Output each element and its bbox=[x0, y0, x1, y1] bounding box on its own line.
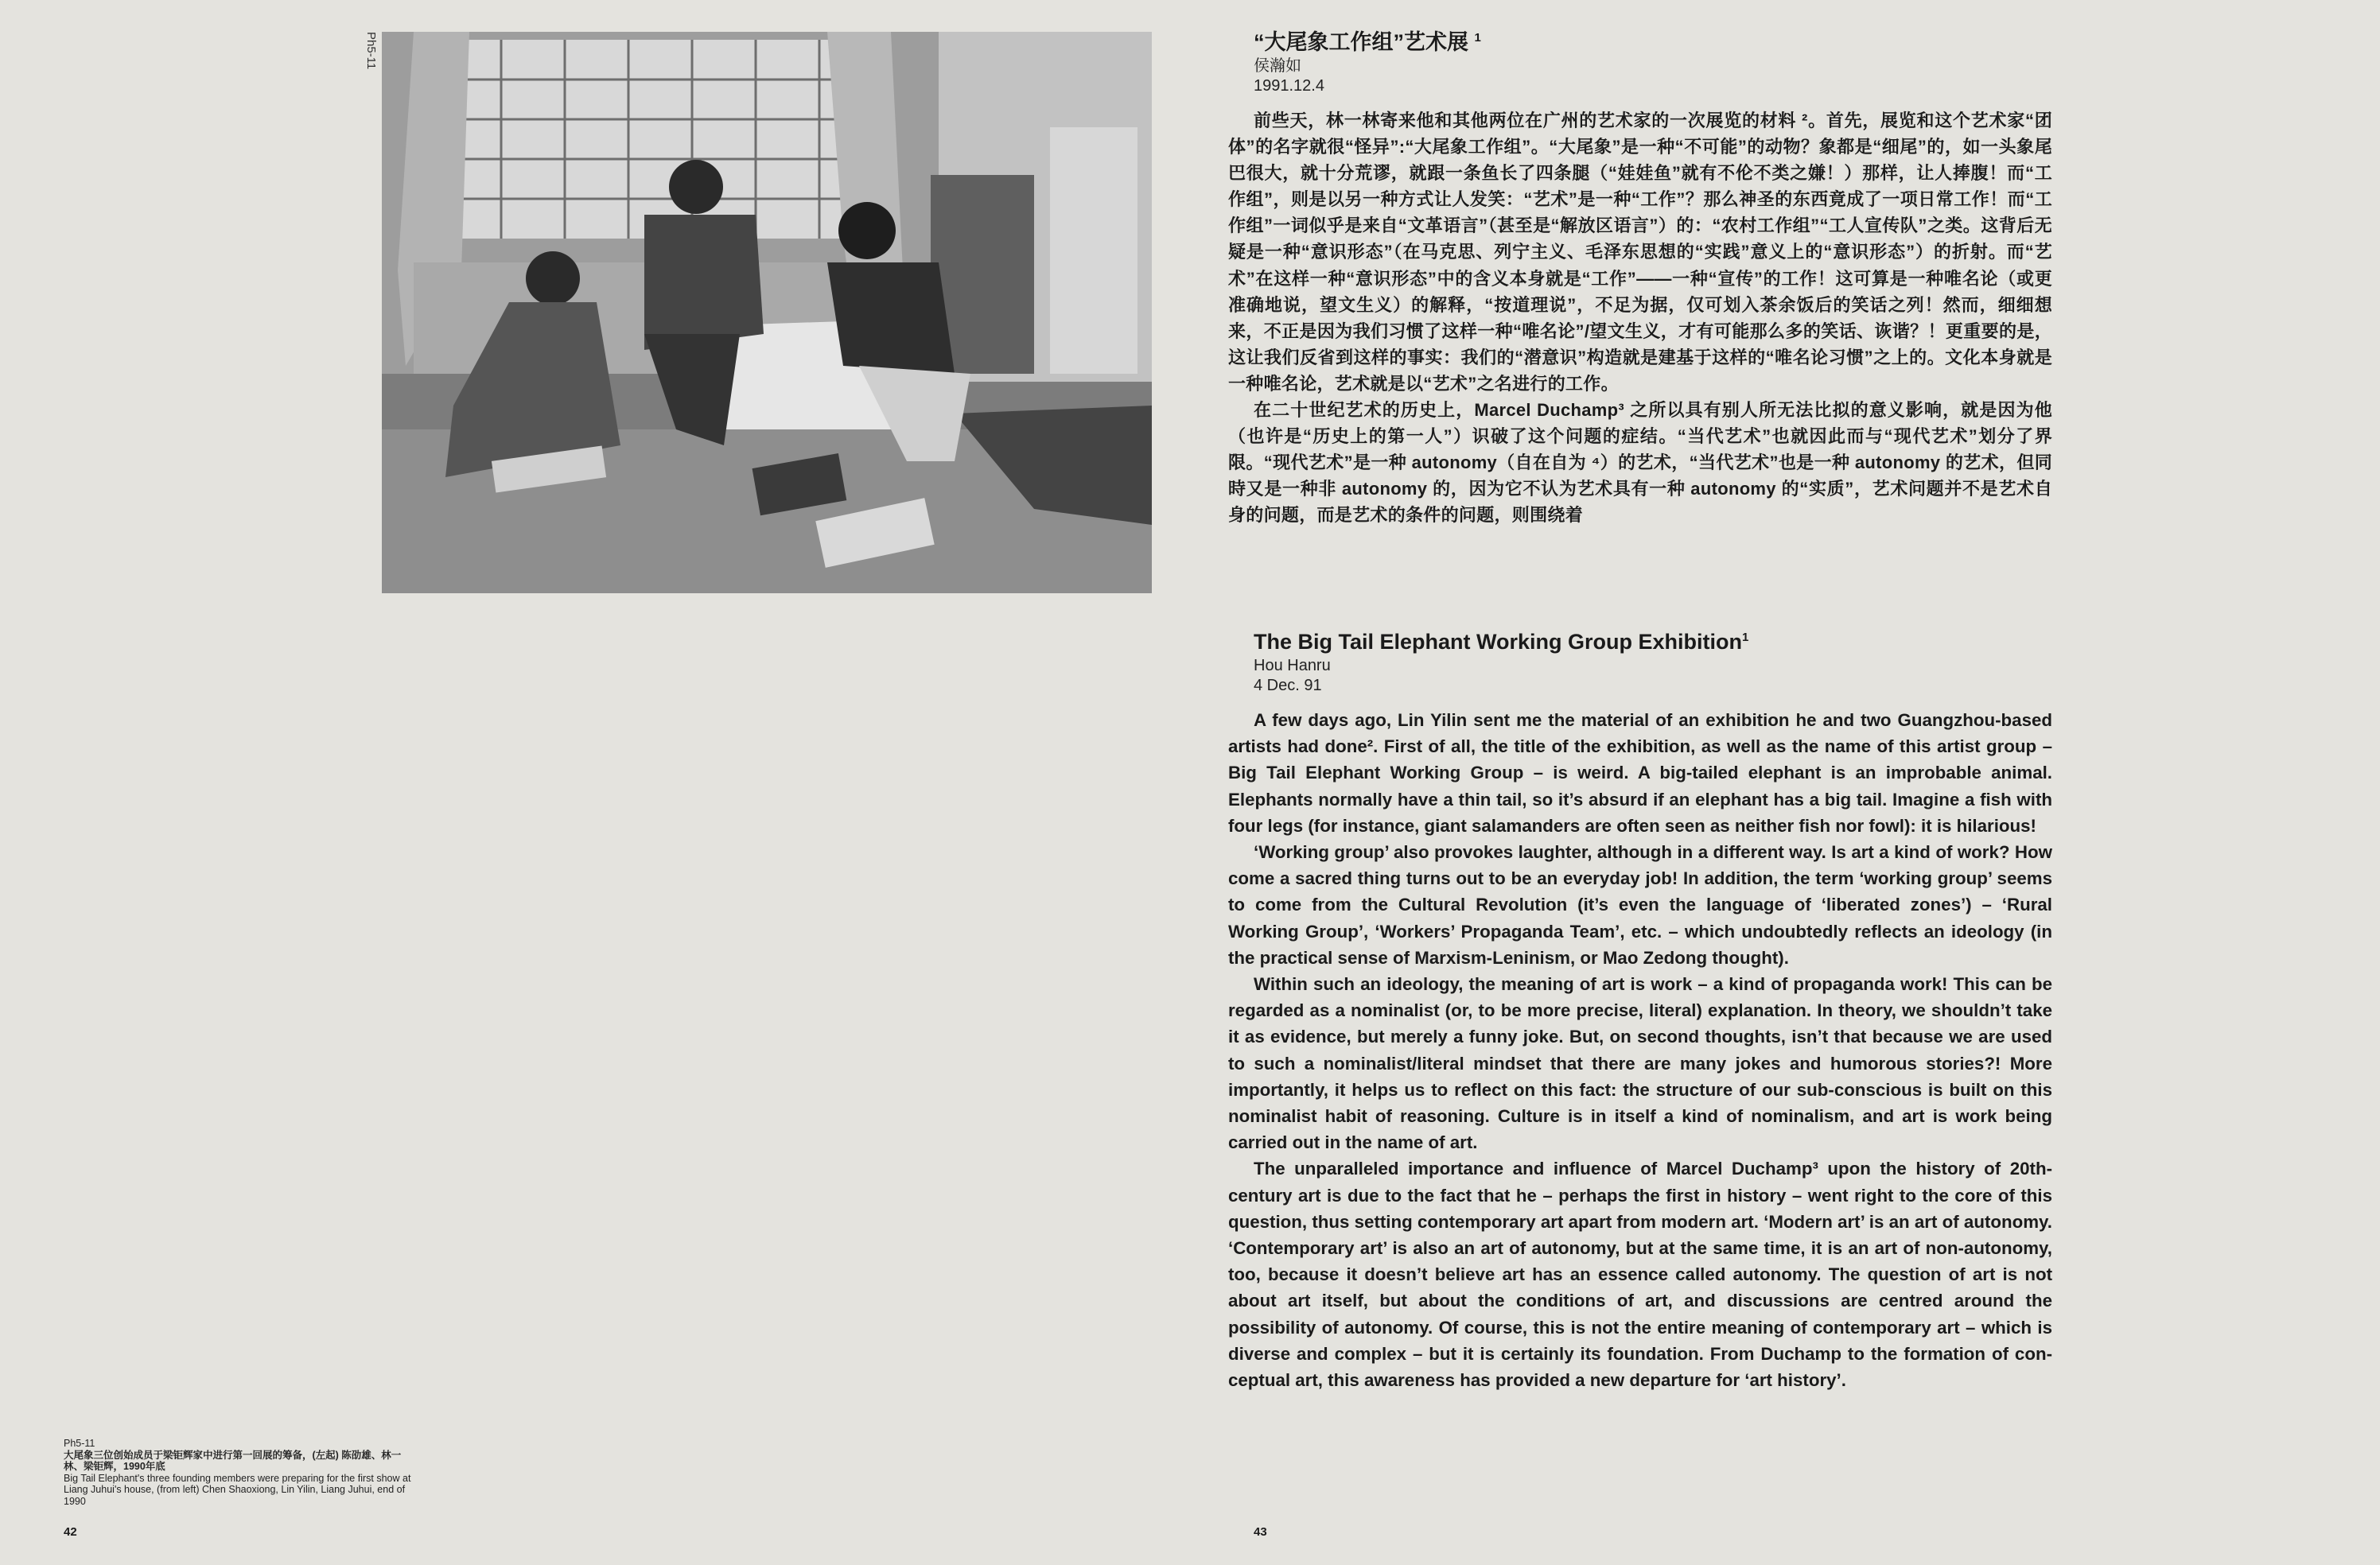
zh-article bbox=[1228, 24, 2052, 529]
en-body bbox=[1228, 707, 2052, 1393]
en-title-note: 1 bbox=[1742, 631, 1749, 644]
zh-author: 侯瀚如 bbox=[1254, 57, 1301, 75]
caption-id: Ph5-11 bbox=[64, 1438, 95, 1449]
en-paragraph: The unparalleled importance and influence of Marcel Duchamp³ upon the history of 20th-century art is due to the fact that he – perhaps the first in history – went right to the core of this question, thus setting contemporary art apart from modern art. ‘Modern art’ is an art of autonomy. ‘Contemporary art’ is also an art of autonomy, but at the same time, it is an art of non-autonomy, too, because it doesn’t believe art has an essence called autonomy. The question of art is not about art itself, but about the conditions of art, and discussions are centred around the possibility of autonomy. Of course, this is not the entire meaning of contemporary art – which is diverse and complex – but it is certainly its foundation. From Duchamp to the formation of conceptual art, this awareness has provided a new departure for ‘art history’. bbox=[1228, 1159, 2052, 1391]
caption-en: Big Tail Elephant's three founding members were preparing for the first show at Liang Juhui's house, (from left) Chen Shaoxiong, Lin Yilin, Liang Juhui, end of 1990 bbox=[64, 1472, 411, 1507]
page-number-left: 42 bbox=[64, 1525, 77, 1539]
photo-caption bbox=[64, 1438, 414, 1507]
en-date: 4 Dec. 91 bbox=[1254, 677, 1322, 694]
page-number-right: 43 bbox=[1254, 1525, 1267, 1539]
caption-zh: 大尾象三位创始成员于梁钜辉家中进行第一回展的筹备，(左起) 陈劭雄、林一林、梁钜辉，1990年底 bbox=[64, 1449, 402, 1472]
zh-title-note: 1 bbox=[1474, 31, 1481, 45]
zh-paragraph: 在二十世纪艺术的历史上，Marcel Duchamp³ 之所以具有别人所无法比拟的意义影响，就是因为他（也许是“历史上的第一人”）识破了这个问题的症结。“当代艺术”也就因此而与“现代艺术”划分了界限。“现代艺术”是一种 autonomy（自在自为 ⁴）的艺术，“当代艺术”也是一种 autonomy 的艺术，但同時又是一种非 autonomy 的，因为它不认为艺术具有一种 autonomy 的“实质”，艺术问题并不是艺术自身的问题，而是艺术的条件的问题，则围绕着 bbox=[1228, 400, 2052, 526]
photo-illustration bbox=[382, 32, 1152, 593]
en-article-title: The Big Tail Elephant Working Group Exhibition$^1$ bbox=[1254, 630, 1749, 654]
en-paragraph: Within such an ideology, the meaning of art is work – a kind of propaganda work! This can be regarded as a nominalist (or, to be more precise, literal) explanation. In theory, we shouldn’t take it as evidence, but merely a funny joke. But, on second thoughts, isn’t that because we are used to such a nominalist/literal mindset that there are many jokes and humorous stories?! More importantly, it helps us to reflect on this fact: the structure of our sub-conscious is built on this nominalist habit of reasoning. Culture is in itself a kind of nominalism, and art is work being carried out in the name of art. bbox=[1228, 974, 2052, 1153]
en-author: Hou Hanru bbox=[1254, 657, 1331, 674]
zh-article-title: “大尾象工作组”艺术展 $^1$ bbox=[1254, 30, 1481, 54]
archival-photo bbox=[382, 32, 1152, 593]
zh-body bbox=[1228, 107, 2052, 529]
en-paragraph: A few days ago, Lin Yilin sent me the material of an exhibition he and two Guangzhou-based artists had done². First of all, the title of the exhibition, as well as the name of this artist group – Big Tail Elephant Working Group – is weird. A big-tailed elephant is an improbable animal. Elephants normally have a thin tail, so it’s absurd if an elephant has a big tail. Imagine a fish with four legs (for instance, giant salamanders are often seen as neither fish nor fowl): it is hilarious! bbox=[1228, 710, 2052, 836]
zh-date: 1991.12.4 bbox=[1254, 77, 1324, 95]
right-page bbox=[1190, 0, 2380, 1565]
zh-paragraph: 前些天，林一林寄来他和其他两位在广州的艺术家的一次展览的材料 ²。首先，展览和这个艺术家“团体”的名字就很“怪异”:“大尾象工作组”。“大尾象”是一种“不可能”的动物？象都是“细尾”的，如一头象尾巴很大，就十分荒谬，就跟一条鱼长了四条腿（“娃娃鱼”就有不伦不类之嫌！）那样，让人捧腹！而“工作组”，则是以另一种方式让人发笑：“艺术”是一种“工作”？那么神圣的东西竟成了一项日常工作！而“工作组”一词似乎是来自“文革语言”（甚至是“解放区语言”）的：“农村工作组”“工人宣传队”之类。这背后无疑是一种“意识形态”（在马克思、列宁主义、毛泽东思想的“实践”意义上的“意识形态”）的折射。而“艺术”在这样一种“意识形态”中的含义本身就是“工作”——一种“宣传”的工作！这可算是一种唯名论（或更准确地说，望文生义）的解释，“按道理说”，不足为据，仅可划入茶余饭后的笑话之列！然而，细细想来，不正是因为我们习惯了这样一种“唯名论”/望文生义，才有可能那么多的笑话、诙谐？！更重要的是，这让我们反省到这样的事实：我们的“潜意识”构造就是建基于这样的“唯名论习惯”之上的。文化本身就是一种唯名论，艺术就是以“艺术”之名进行的工作。 bbox=[1228, 111, 2052, 394]
en-article bbox=[1228, 623, 2052, 1393]
photo-id-vertical: Ph5-11 bbox=[364, 32, 378, 70]
en-paragraph: ‘Working group’ also provokes laughter, although in a different way. Is art a kind of work? How come a sacred thing turns out to be an everyday job! In addition, the term ‘working group’ seems to come from the Cultural Revolution (it’s even the language of ‘liberated zones’) – ‘Rural Working Group’, ‘Workers’ Propaganda Team’, etc. – which undoubtedly reflects an ideology (in the practical sense of Marxism-Leninism, or Mao Zedong thought). bbox=[1228, 842, 2052, 968]
